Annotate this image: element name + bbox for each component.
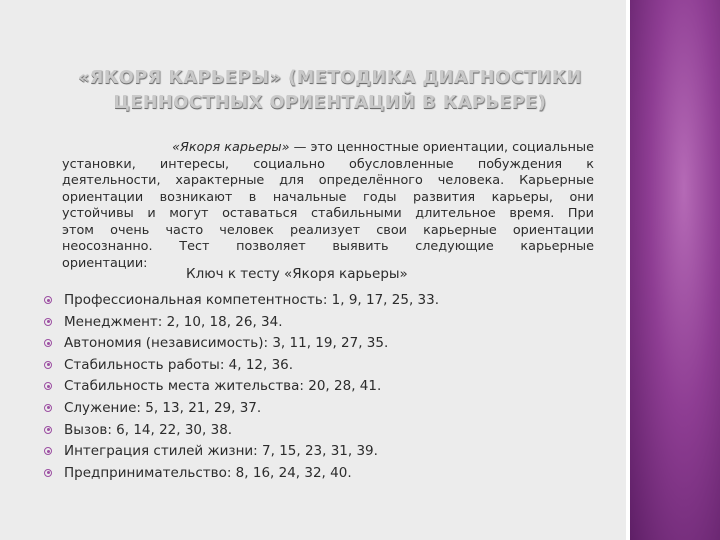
circle-dot-icon: [44, 318, 52, 326]
slide-title-line-1: «ЯКОРЯ КАРЬЕРЫ» (МЕТОДИКА ДИАГНОСТИКИ: [77, 68, 583, 88]
list-item-text: Профессиональная компетентность: 1, 9, 17, 25, 33.: [64, 292, 439, 308]
list-item: [44, 420, 439, 442]
orientation-list: [44, 290, 439, 484]
list-item-text: Стабильность работы: 4, 12, 36.: [64, 356, 294, 373]
list-item: [44, 312, 439, 334]
list-item: [44, 290, 439, 312]
key-title: Ключ к тесту «Якоря карьеры»: [186, 266, 408, 282]
list-item-text: Стабильность места жительства: 20, 28, 41.: [64, 378, 382, 395]
circle-dot-icon: [44, 339, 52, 347]
paragraph-line-5: устойчивы и могут оставаться стабильными длительное время. При: [62, 206, 594, 221]
list-item: [44, 376, 439, 398]
paragraph-line-8: ориентации:: [62, 255, 148, 271]
paragraph-line-2: установки, интересы, социально обусловленные побуждения к: [62, 156, 594, 172]
list-item-text: Автономия (независимость): 3, 11, 19, 27, 35.: [64, 335, 389, 352]
paragraph-line-1: [62, 140, 594, 157]
paragraph-line-1-rest: — это ценностные ориентации, социальные: [289, 140, 594, 155]
description-paragraph: [62, 140, 594, 272]
circle-dot-icon: [44, 404, 52, 412]
circle-dot-icon: [44, 296, 52, 304]
slide-title-line-2: ЦЕННОСТНЫХ ОРИЕНТАЦИЙ В КАРЬЕРЕ): [113, 93, 547, 113]
list-item: [44, 333, 439, 355]
paragraph-line-3: деятельности, характерные для определённого человека. Карьерные: [62, 173, 594, 188]
paragraph-line-4: ориентации возникают в начальные годы развития карьеры, они: [62, 189, 594, 205]
paragraph-line-6: этом очень часто человек реализует свои карьерные ориентации: [62, 222, 594, 238]
list-item: [44, 441, 439, 463]
paragraph-line-7: неосознанно. Тест позволяет выявить следующие карьерные: [62, 239, 594, 254]
list-item-text: Интеграция стилей жизни: 7, 15, 23, 31, 39.: [64, 443, 378, 460]
list-item-text: Служение: 5, 13, 21, 29, 37.: [64, 399, 262, 416]
list-item-text: Вызов: 6, 14, 22, 30, 38.: [64, 421, 233, 438]
term-text: «Якоря карьеры»: [172, 140, 290, 155]
circle-dot-icon: [44, 382, 52, 390]
decorative-side-panel: [630, 0, 720, 540]
list-item: [44, 355, 439, 377]
circle-dot-icon: [44, 361, 52, 369]
list-item: [44, 398, 439, 420]
list-item-text: Предпринимательство: 8, 16, 24, 32, 40.: [64, 464, 352, 481]
slide-title: [70, 66, 590, 116]
list-item: [44, 463, 439, 485]
circle-dot-icon: [44, 469, 52, 477]
circle-dot-icon: [44, 426, 52, 434]
circle-dot-icon: [44, 447, 52, 455]
list-item-text: Менеджмент: 2, 10, 18, 26, 34.: [64, 313, 283, 330]
